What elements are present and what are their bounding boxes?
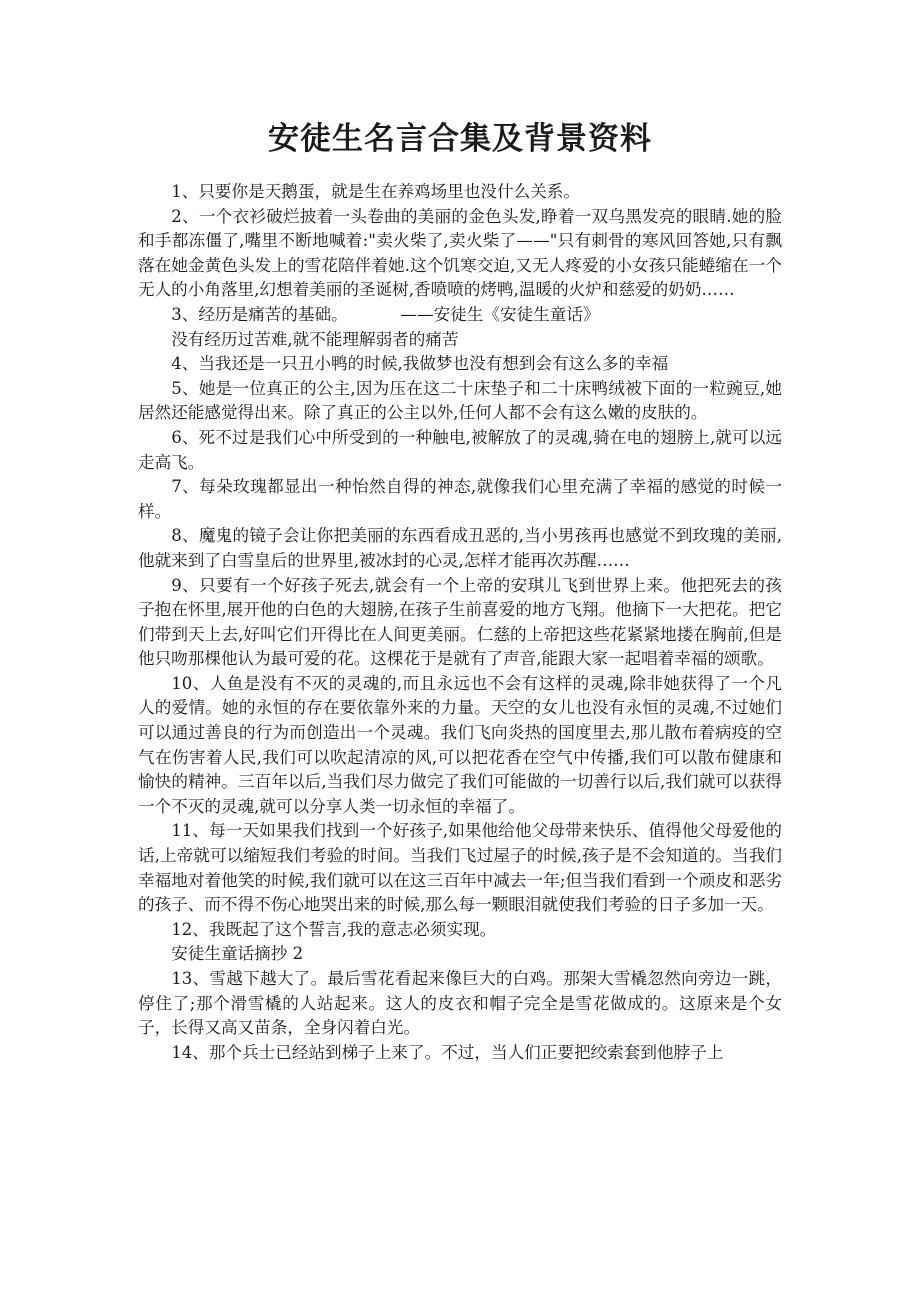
paragraph-quote-2: 2、一个衣衫破烂披着一头卷曲的美丽的金色头发,睁着一双乌黑发亮的眼睛.她的脸和手都冻僵了,嘴里不断地喊着:"卖火柴了,卖火柴了——"只有刺骨的寒风回答她,只有飘落在她金黄色头发上的雪花陪伴着她.这个饥寒交迫,又无人疼爱的小女孩只能蜷缩在一个无人的小角落里,幻想着美丽的圣诞树,香喷喷的烤鸭,温暖的火炉和慈爱的奶奶…… <box>138 206 782 300</box>
paragraph-quote-7: 7、每朵玫瑰都显出一种怡然自得的神态,就像我们心里充满了幸福的感觉的时候一样。 <box>138 477 782 521</box>
paragraph-quote-5: 5、她是一位真正的公主,因为压在这二十床垫子和二十床鸭绒被下面的一粒豌豆,她居然还能感觉得出来。除了真正的公主以外,任何人都不会有这么嫩的皮肤的。 <box>138 378 782 423</box>
page-title: 安徒生名言合集及背景资料 <box>268 121 652 157</box>
section-heading: 安徒生童话摘抄 2 <box>171 944 304 964</box>
paragraph-quote-14: 14、那个兵士已经站到梯子上来了。不过，当人们正要把绞索套到他脖子上 <box>171 1042 724 1062</box>
paragraph-quote-9: 9、只要有一个好孩子死去,就会有一个上帝的安琪儿飞到世界上来。他把死去的孩子抱在怀里,展开他的白色的大翅膀,在孩子生前喜爱的地方飞翔。他摘下一大把花。把它们带到天上去,好叫它们开得比在人间更美丽。仁慈的上帝把这些花紧紧地搂在胸前,但是他只吻那棵他认为最可爱的花。这棵花于是就有了声音,能跟大家一起唱着幸福的颂歌。 <box>138 575 782 669</box>
paragraph-quote-3: 3、经历是痛苦的基础。 ——安徒生《安徒生童话》 <box>171 304 600 324</box>
document-body <box>138 180 782 1065</box>
paragraph-quote-8: 8、魔鬼的镜子会让你把美丽的东西看成丑恶的,当小男孩再也感觉不到玫瑰的美丽,他就来到了白雪皇后的世界里,被冰封的心灵,怎样才能再次苏醒…… <box>138 526 782 570</box>
paragraph-quote-10: 10、人鱼是没有不灭的灵魂的,而且永远也不会有这样的灵魂,除非她获得了一个凡人的爱情。她的永恒的存在要依靠外来的力量。天空的女儿也没有永恒的灵魂,不过她们可以通过善良的行为而创造出一个灵魂。我们飞向炎热的国度里去,那儿散布着病疫的空气在伤害着人民,我们可以吹起清凉的风,可以把花香在空气中传播,我们可以散布健康和愉快的精神。三百年以后,当我们尽力做完了我们可能做的一切善行以后,我们就可以获得一个不灭的灵魂,就可以分享人类一切永恒的幸福了。 <box>138 673 782 816</box>
paragraph-quote-6: 6、死不过是我们心中所受到的一种触电,被解放了的灵魂,骑在电的翅膀上,就可以远走高飞。 <box>138 427 782 472</box>
paragraph-quote-4: 4、当我还是一只丑小鸭的时候,我做梦也没有想到会有这么多的幸福 <box>171 354 669 374</box>
paragraph-quote-11: 11、每一天如果我们找到一个好孩子,如果他给他父母带来快乐、值得他父母爱他的话,上帝就可以缩短我们考验的时间。当我们飞过屋子的时候,孩子是不会知道的。当我们幸福地对着他笑的时候,我们就可以在这三百年中减去一年;但当我们看到一个顽皮和恶劣的孩子、而不得不伤心地哭出来的时候,那么每一颗眼泪就使我们考验的日子多加一天。 <box>138 821 782 915</box>
paragraph-quote-1: 1、只要你是天鹅蛋，就是生在养鸡场里也没什么关系。 <box>171 182 580 201</box>
paragraph-quote-3-note: 没有经历过苦难,就不能理解弱者的痛苦 <box>171 329 459 349</box>
paragraph-quote-12: 12、我既起了这个誓言,我的意志必须实现。 <box>171 919 497 939</box>
paragraph-quote-13: 13、雪越下越大了。最后雪花看起来像巨大的白鸡。那架大雪橇忽然向旁边一跳，停住了;那个滑雪橇的人站起来。这人的皮衣和帽子完全是雪花做成的。这原来是个女子，长得又高又苗条，全身闪着白光。 <box>138 969 782 1038</box>
